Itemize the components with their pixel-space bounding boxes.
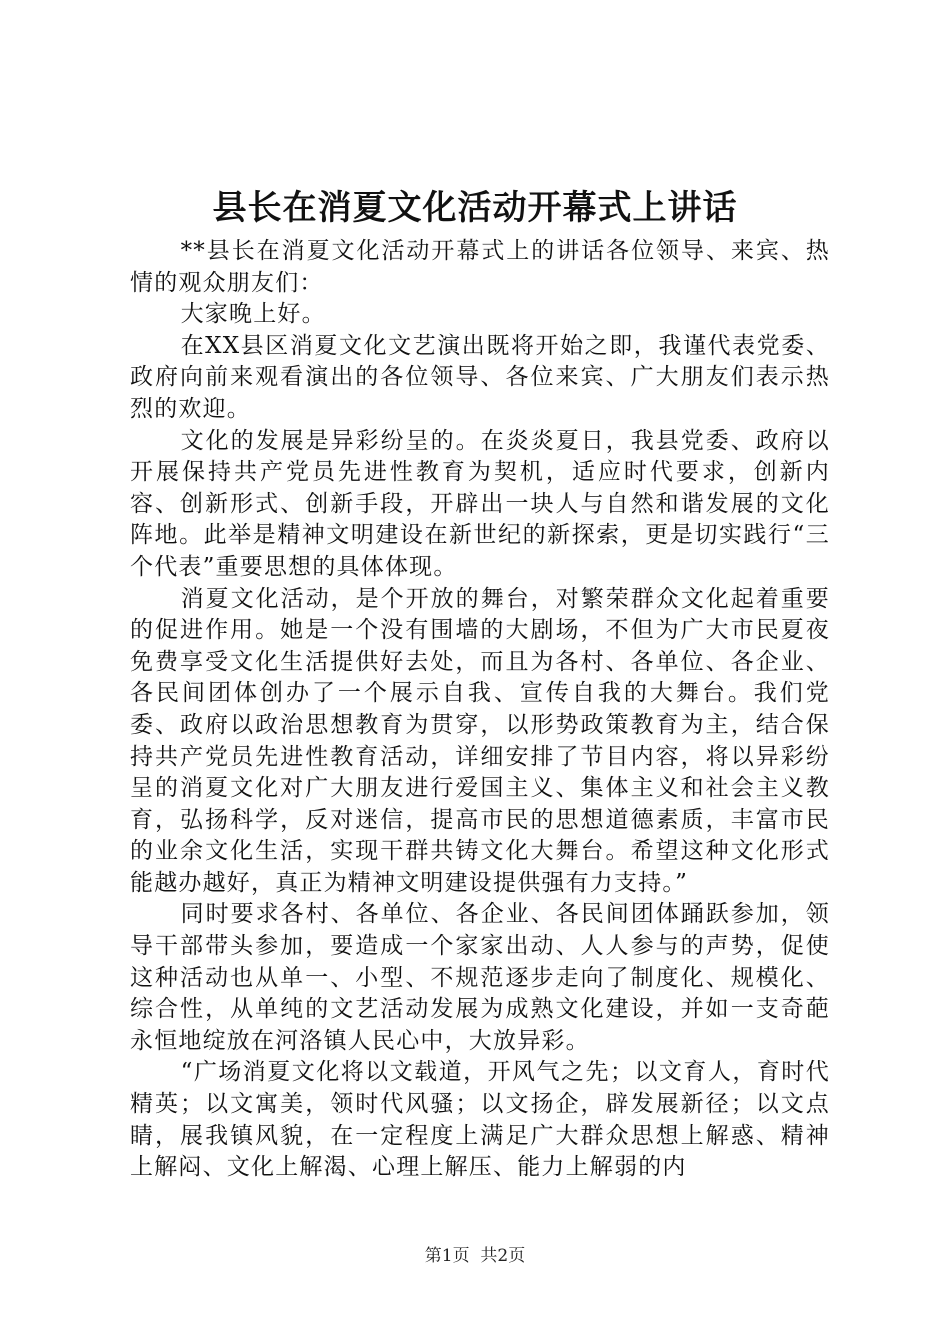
- paragraph-square-culture: “广场消夏文化将以文载道，开风气之先；以文育人，育时代精英；以文寓美，领时代风骚；以文扬企，辟发展新径；以文点睛，展我镇风貌，在一定程度上满足广大群众思想上解惑、精神上解闷、文化上解渴、心理上解压、能力上解弱的内: [130, 1059, 830, 1181]
- paragraph-welcome: 在XX县区消夏文化文艺演出既将开始之即，我谨代表党委、政府向前来观看演出的各位领导、各位来宾、广大朋友们表示热烈的欢迎。: [130, 332, 830, 422]
- paragraph-summer-culture-activity: 消夏文化活动，是个开放的舞台，对繁荣群众文化起着重要的促进作用。她是一个没有围墙的大剧场，不但为广大市民夏夜免费享受文化生活提供好去处，而且为各村、各单位、各企业、各民间团体创办了一个展示自我、宣传自我的大舞台。我们党委、政府以政治思想教育为贯穿，以形势政策教育为主，结合保持共产党员先进性教育活动，详细安排了节目内容，将以异彩纷呈的消夏文化对广大朋友进行爱国主义、集体主义和社会主义教育，弘扬科学，反对迷信，提高市民的思想道德素质，丰富市民的业余文化生活，实现干群共铸文化大舞台。希望这种文化形式能越办越好，真正为精神文明建设提供强有力支持。”: [130, 585, 830, 896]
- paragraph-cultural-development: 文化的发展是异彩纷呈的。在炎炎夏日，我县党委、政府以开展保持共产党员先进性教育为契机，适应时代要求，创新内容、创新形式、创新手段，开辟出一块人与自然和谐发展的文化阵地。此举是精神文明建设在新世纪的新探索，更是切实践行“三个代表”重要思想的具体体现。: [130, 427, 830, 580]
- paragraph-greeting: **县长在消夏文化活动开幕式上的讲话各位领导、来宾、热情的观众朋友们：: [130, 238, 830, 296]
- footer-separator: [470, 1246, 481, 1266]
- paragraph-good-evening: 大家晚上好。: [180, 301, 326, 328]
- document-title: 县长在消夏文化活动开幕式上讲话: [212, 188, 738, 228]
- page-footer: [0, 1244, 950, 1268]
- page-number: 第1页: [424, 1246, 470, 1266]
- paragraph-participation: 同时要求各村、各单位、各企业、各民间团体踊跃参加，领导干部带头参加，要造成一个家家出动、人人参与的声势，促使这种活动也从单一、小型、不规范逐步走向了制度化、规模化、综合性，从单纯的文艺活动发展为成熟文化建设，并如一支奇葩永恒地绽放在河洛镇人民心中，大放异彩。: [130, 901, 830, 1054]
- page-total: 共2页: [480, 1246, 526, 1266]
- document-body: [130, 236, 830, 1184]
